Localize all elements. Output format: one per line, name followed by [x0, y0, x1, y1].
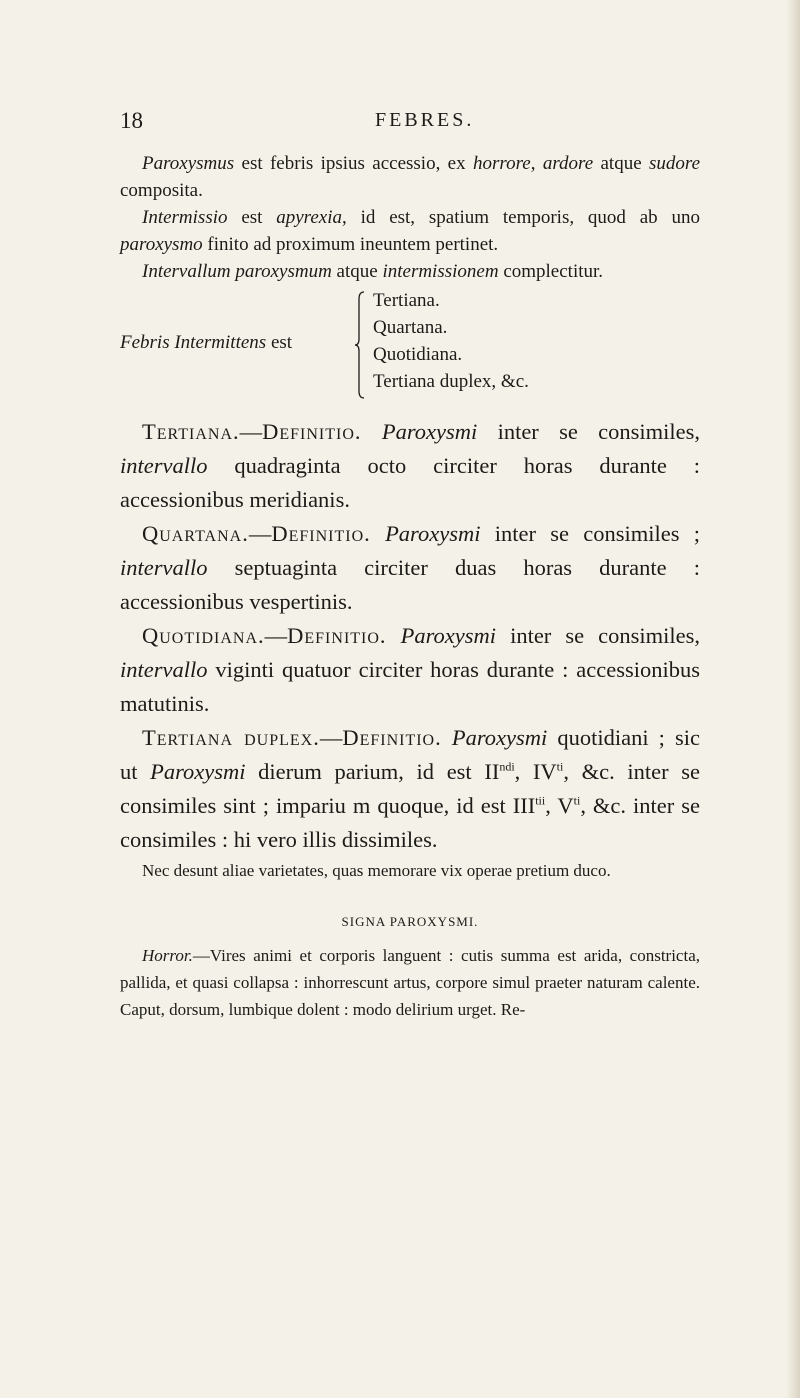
text-span: —Vires animi et corporis languent : cutis summa est arida, constricta, pallida, et quasi collapsa : inhorrescunt artus, corpore simul praeter naturam calente. Caput, dorsum, lumbique dolent : modo delirium urget. Re-	[120, 946, 700, 1019]
term-paroxysmi: Paroxysmi	[150, 759, 246, 784]
fever-type: Quartana.	[373, 317, 448, 338]
text-span: atque	[593, 153, 649, 174]
text-span: —	[319, 725, 343, 750]
text-span: , V	[545, 793, 574, 818]
definitio-label: Definitio.	[271, 521, 371, 546]
superscript: ti	[556, 759, 564, 774]
page-header	[120, 108, 700, 138]
text-span: est febris ipsius accessio, ex	[234, 153, 473, 174]
text-span: quotidiani ; sic ut	[120, 725, 700, 784]
febris-term: Febris Intermittens	[120, 332, 267, 353]
term-ardore: ardore	[542, 153, 594, 174]
text-span: composita.	[120, 180, 203, 201]
text-span: , &c. inter se consimiles sint ; impariu m quoque, id est III	[120, 759, 700, 818]
fever-name: Quartana.	[142, 521, 249, 546]
superscript: ti	[573, 793, 581, 808]
term-intermissionem: intermissionem	[382, 261, 499, 282]
fever-type: Quotidiana.	[373, 344, 463, 365]
text-span: est	[227, 207, 277, 228]
fever-type: Tertiana duplex, &c.	[373, 371, 529, 392]
text-span: ,	[530, 153, 543, 174]
text-span: —	[239, 419, 263, 444]
fever-name: Quotidiana.	[142, 623, 265, 648]
text-span: —	[264, 623, 288, 648]
page-edge-shadow	[786, 0, 800, 1398]
text-span: , &c. inter se consimiles : hi vero illis dissimiles.	[120, 793, 700, 852]
text-span: finito ad proximum ineuntem pertinet.	[202, 234, 499, 255]
term-apyrexia: apyrexia	[276, 207, 343, 228]
definitio-label: Definitio.	[262, 419, 362, 444]
horror-paragraph	[120, 942, 700, 1023]
intermissio-definition	[120, 204, 700, 258]
text-span: quadraginta octo circiter horas durante : accessionibus meridianis.	[120, 453, 700, 512]
term-intervallo: intervallo	[120, 657, 208, 682]
page-number: 18	[120, 108, 143, 133]
text-span: atque	[331, 261, 383, 282]
text-span: —	[248, 521, 272, 546]
fever-type: Tertiana.	[373, 290, 440, 311]
text-span: inter se consimiles,	[477, 419, 701, 444]
text-span: , id est, spatium temporis, quod ab uno	[342, 207, 700, 228]
fever-name: Tertiana duplex.	[142, 725, 320, 750]
page-body	[120, 150, 700, 1023]
text-span: septuaginta circiter duas horas durante : accessionibus vespertinis.	[120, 555, 700, 614]
running-head: FEBRES.	[375, 109, 475, 131]
tertiana-definition	[120, 415, 700, 517]
text-span: inter se consimiles ;	[480, 521, 701, 546]
term-horrore: horrore	[472, 153, 531, 174]
term-paroxysmi: Paroxysmi	[385, 521, 481, 546]
brace-icon	[355, 291, 365, 399]
paroxysmus-definition	[120, 150, 700, 204]
term-paroxysmi: Paroxysmi	[400, 623, 497, 648]
tertiana-duplex-definition	[120, 721, 700, 857]
term-paroxysmi: Paroxysmi	[451, 725, 548, 750]
intervallum-definition	[120, 258, 700, 285]
term-intervallum: Intervallum paroxysmum	[142, 261, 332, 282]
term-intervallo: intervallo	[120, 453, 208, 478]
term-sudore: sudore	[648, 153, 701, 174]
varietates-note: Nec desunt aliae varietates, quas memorare vix operae pretium duco.	[142, 861, 611, 880]
term-horror: Horror.	[142, 946, 193, 965]
text-span: , IV	[514, 759, 557, 784]
text-span: est	[266, 332, 293, 353]
text-span: inter se consimiles,	[496, 623, 700, 648]
definitio-label: Definitio.	[287, 623, 387, 648]
term-intermissio: Intermissio	[142, 207, 228, 228]
febris-label	[120, 332, 292, 354]
term-intervallo: intervallo	[120, 555, 208, 580]
text-span: viginti quatuor circiter horas durante : accessionibus matutinis.	[120, 657, 700, 716]
text-span: complectitur.	[498, 261, 604, 282]
term-paroxysmi: Paroxysmi	[381, 419, 478, 444]
definitio-label: Definitio.	[342, 725, 442, 750]
term-paroxysmo: paroxysmo	[120, 234, 203, 255]
term-paroxysmus: Paroxysmus	[142, 153, 235, 174]
fever-types-list	[373, 287, 529, 395]
section-heading: SIGNA PAROXYSMI.	[341, 914, 479, 929]
superscript: ndi	[499, 759, 515, 774]
quartana-definition	[120, 517, 700, 619]
superscript: tii	[535, 793, 546, 808]
fever-name: Tertiana.	[142, 419, 240, 444]
quotidiana-definition	[120, 619, 700, 721]
text-span: dierum parium, id est II	[245, 759, 500, 784]
febris-classification	[120, 287, 700, 405]
